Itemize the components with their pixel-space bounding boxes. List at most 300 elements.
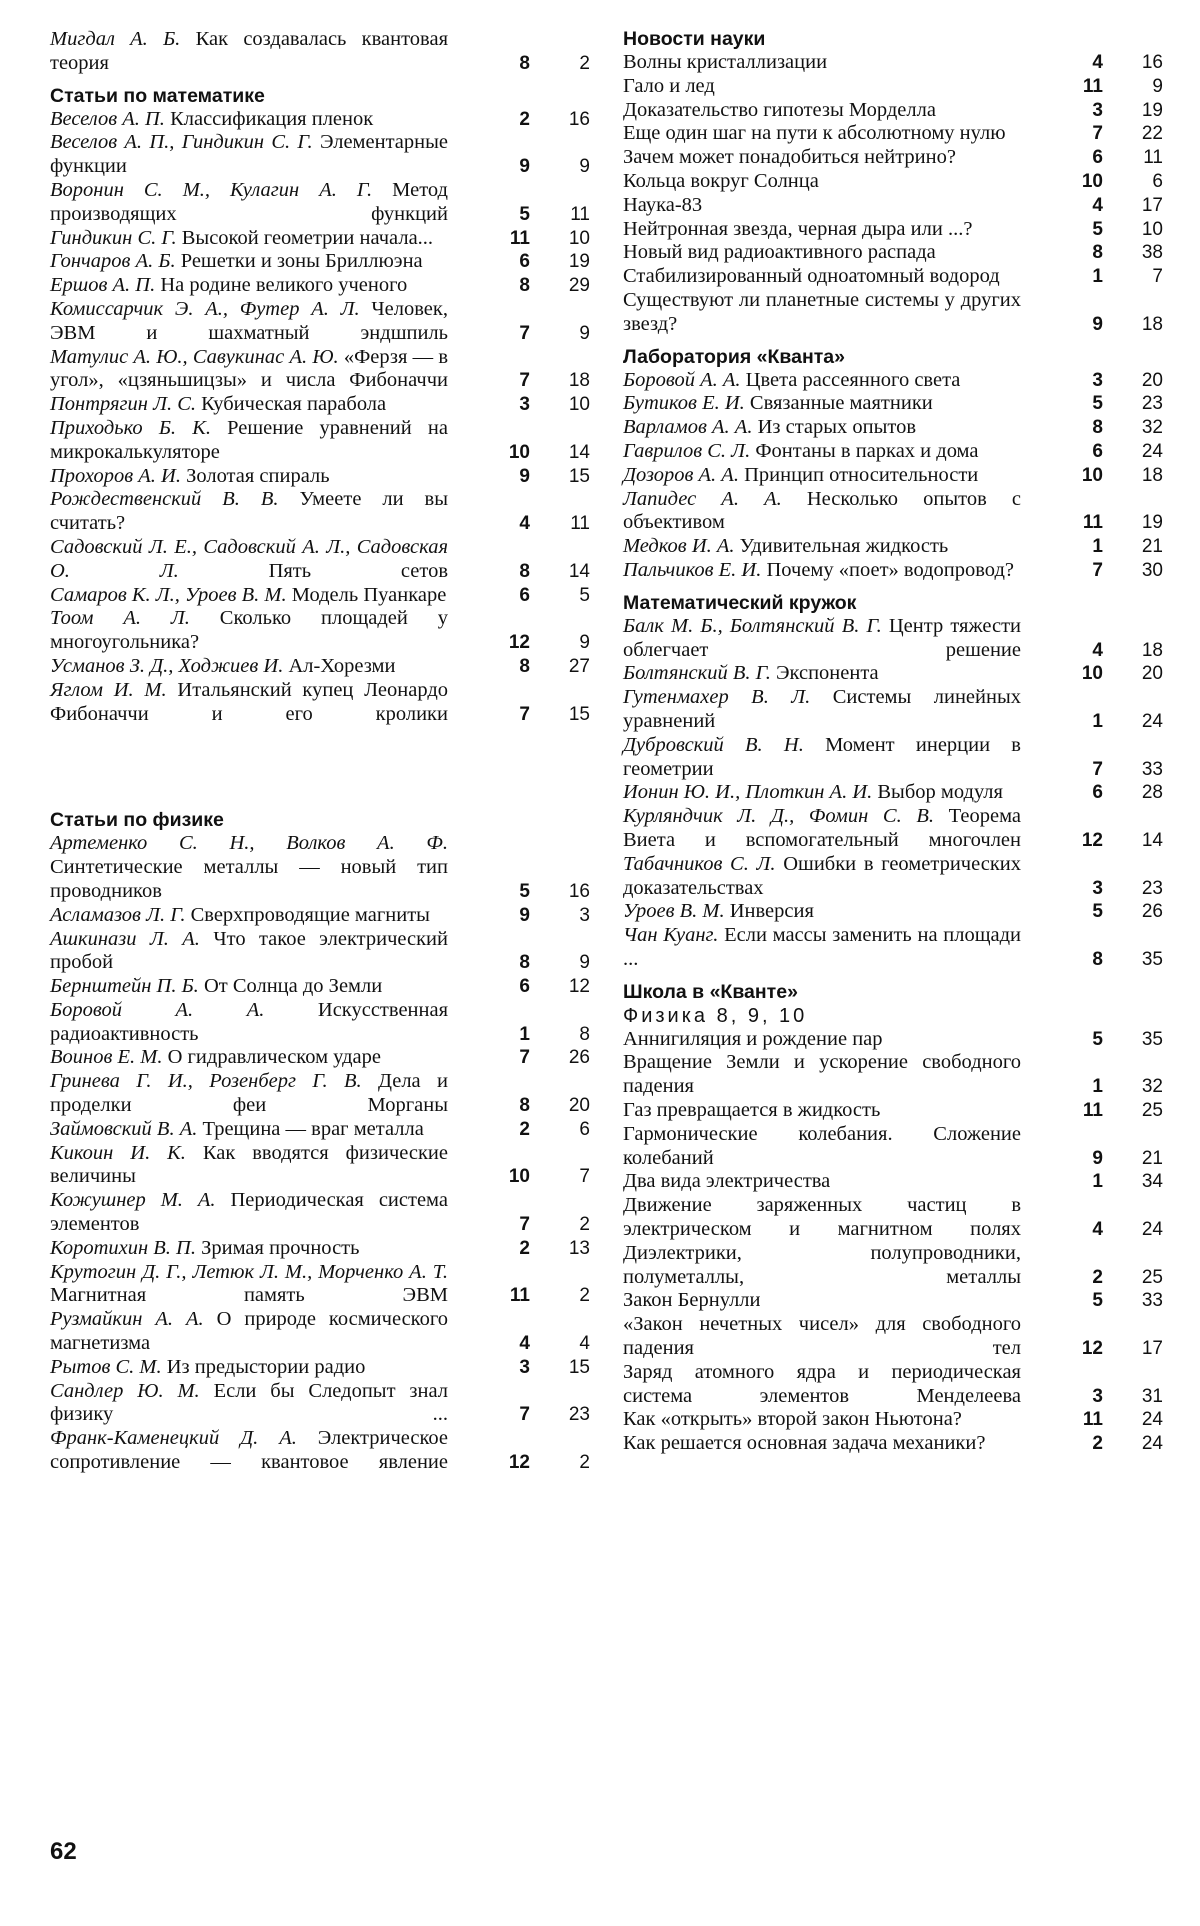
entry-authors: Комиссарчик Э. А., Футер А. Л. [50, 297, 360, 320]
index-entry [50, 904, 590, 928]
entry-authors: Уроев В. М. [623, 900, 725, 923]
entry-issue: 1 [1092, 266, 1103, 288]
spacer [623, 337, 1163, 346]
entry-title: Связанные маятники [744, 392, 933, 415]
school-section [623, 981, 1163, 1456]
index-entry [50, 274, 590, 298]
entry-page: 9 [579, 952, 590, 974]
entry-text [623, 464, 1021, 488]
index-entry [623, 1242, 1163, 1290]
entry-authors: Яглом И. М. [50, 678, 167, 701]
entry-authors: Артеменко С. Н., Волков А. Ф. [50, 832, 448, 855]
entry-page: 20 [1141, 369, 1163, 391]
entry-text [623, 146, 1021, 170]
entry-issue: 8 [519, 1095, 530, 1117]
entry-text [623, 1242, 1021, 1290]
left-column [50, 28, 590, 1475]
entry-authors: Приходько Б. К. [50, 416, 211, 439]
entry-page: 35 [1141, 1028, 1163, 1050]
entry-page: 24 [1141, 1219, 1163, 1241]
entry-page: 34 [1141, 1171, 1163, 1193]
entry-title: Магнитная память ЭВМ [50, 1284, 448, 1307]
entry-text [623, 559, 1021, 583]
entry-issue: 2 [1092, 1433, 1103, 1455]
index-entry [623, 416, 1163, 440]
entry-title: Новый вид радиоактивного распада [623, 241, 936, 264]
entry-issue: 9 [519, 904, 530, 926]
entry-text [50, 1070, 448, 1118]
entry-text [623, 218, 1021, 242]
entry-title: Теорема Виета и вспомогательный многочлен [623, 805, 1021, 851]
entry-list [623, 369, 1163, 583]
entry-page: 23 [1141, 393, 1163, 415]
entry-issue: 6 [1092, 147, 1103, 169]
entry-issue: 9 [519, 156, 530, 178]
entry-authors: Балк М. Б., Болтянский В. Г. [623, 614, 882, 637]
entry-text [50, 274, 448, 298]
entry-issue: 10 [508, 441, 530, 463]
entry-issue: 9 [519, 465, 530, 487]
index-entry [623, 853, 1163, 901]
entry-issue: 11 [509, 1285, 530, 1307]
entry-text [50, 488, 448, 536]
entry-text [623, 1194, 1021, 1242]
section-title: Лаборатория «Кванта» [623, 345, 845, 368]
entry-title: Диэлектрики, полупроводники, полуметаллы, металлы [623, 1241, 1021, 1288]
entry-page: 33 [1141, 758, 1163, 780]
entry-authors: Веселов А. П., Гиндикин С. Г. [50, 131, 313, 154]
entry-page: 18 [568, 370, 590, 392]
math-section [50, 85, 590, 727]
entry-title: Человек, ЭВМ и шахматный эндшпиль [50, 297, 448, 344]
spacer [50, 726, 590, 809]
entry-page: 18 [1141, 639, 1163, 661]
entry-title: Вращение Земли и ускорение свободного падения [623, 1051, 1021, 1098]
entry-text [50, 393, 448, 417]
entry-page: 17 [1141, 1338, 1163, 1360]
entry-page: 11 [1143, 147, 1163, 169]
index-entry [623, 1099, 1163, 1123]
entry-title: Выбор модуля [872, 781, 1003, 804]
entry-issue: 2 [519, 108, 530, 130]
index-entry [50, 488, 590, 536]
index-entry [50, 1261, 590, 1309]
entry-authors: Табачников С. Л. [623, 852, 776, 875]
entry-title: Аннигиляция и рождение пар [623, 1027, 883, 1050]
entry-page: 33 [1141, 1290, 1163, 1312]
entry-issue: 3 [1092, 877, 1103, 899]
math-circle-section [623, 592, 1163, 972]
entry-text [50, 975, 448, 999]
index-entry [50, 1046, 590, 1070]
entry-issue: 2 [519, 1118, 530, 1140]
entry-text [623, 781, 1021, 805]
entry-page: 14 [568, 560, 590, 582]
entry-authors: Воинов Е. М. [50, 1046, 163, 1069]
entry-text [50, 250, 448, 274]
entry-page: 7 [579, 1166, 590, 1188]
index-entry [623, 1408, 1163, 1432]
entry-page: 20 [1141, 663, 1163, 685]
entry-text [623, 1408, 1021, 1432]
entry-page: 10 [568, 227, 590, 249]
entry-authors: Займовский В. А. [50, 1117, 198, 1140]
entry-text [623, 369, 1021, 393]
entry-authors: Болтянский В. Г. [623, 662, 771, 685]
entry-text [50, 1380, 448, 1428]
index-entry [623, 1051, 1163, 1099]
entry-title: Как вводятся физические величины [50, 1141, 448, 1188]
entry-issue: 10 [1081, 170, 1103, 192]
entry-title: Ошибки в геометрических доказательствах [623, 852, 1021, 899]
entry-title: Инверсия [724, 900, 814, 923]
entry-text [50, 1261, 448, 1309]
entry-text [623, 1028, 1021, 1052]
entry-title: Два вида электричества [623, 1170, 831, 1193]
entry-authors: Пальчиков Е. И. [623, 558, 762, 581]
index-entry [50, 28, 590, 76]
entry-issue: 8 [519, 560, 530, 582]
index-entry [623, 1289, 1163, 1313]
index-entry [623, 289, 1163, 337]
entry-text [623, 416, 1021, 440]
entry-issue: 5 [1092, 218, 1103, 240]
entry-page: 2 [579, 1285, 590, 1307]
entry-list [50, 832, 590, 1475]
entry-issue: 4 [1092, 52, 1103, 73]
entry-text [623, 392, 1021, 416]
entry-title: Итальянский купец Леонардо Фибоначчи и его кролики [50, 678, 449, 725]
entry-page: 14 [568, 441, 590, 463]
entry-issue: 8 [519, 655, 530, 677]
entry-title: Классификация пленок [164, 107, 374, 130]
entry-issue: 8 [1092, 948, 1103, 970]
entry-authors: Садовский Л. Е., Садовский А. Л., Садовская О. Л. [50, 535, 448, 582]
entry-issue: 3 [1092, 369, 1103, 391]
entry-issue: 12 [1081, 829, 1103, 851]
entry-page: 24 [1141, 1433, 1163, 1455]
entry-text [50, 655, 448, 679]
entry-title: Цвета рассеянного света [740, 368, 961, 391]
entry-issue: 3 [519, 1356, 530, 1378]
index-entry [623, 392, 1163, 416]
entry-authors: Кожушнер М. А. [50, 1189, 216, 1212]
entry-authors: Боровой А. А. [623, 368, 741, 391]
section-title: Школа в «Кванте» [623, 980, 798, 1003]
entry-page: 9 [579, 632, 590, 654]
entry-title: Электрическое сопротивление — квантовое явление [50, 1427, 448, 1474]
index-entry [50, 1427, 590, 1475]
index-entry [623, 170, 1163, 194]
entry-issue: 4 [519, 513, 530, 535]
entry-issue: 2 [519, 1237, 530, 1259]
entry-text [623, 241, 1021, 265]
entry-page: 22 [1141, 123, 1163, 145]
entry-page: 10 [568, 394, 590, 416]
entry-title: Что такое электрический пробой [50, 927, 448, 974]
entry-page: 38 [1141, 242, 1163, 264]
entry-text [623, 1361, 1021, 1409]
entry-text [623, 662, 1021, 686]
entry-issue: 4 [1092, 1219, 1103, 1241]
entry-title: Ал-Хорезми [283, 654, 396, 677]
entry-page: 18 [1141, 313, 1163, 335]
entry-text [623, 488, 1021, 536]
entry-text [50, 131, 448, 179]
entry-issue: 4 [1092, 194, 1103, 216]
entry-issue: 1 [1092, 536, 1103, 558]
entry-text [50, 1118, 448, 1142]
entry-title: Экспонента [770, 662, 879, 685]
entry-page: 19 [1141, 99, 1163, 121]
index-entry [623, 686, 1163, 734]
entry-page: 32 [1141, 1076, 1163, 1098]
entry-authors: Гринева Г. И., Розенберг Г. В. [50, 1070, 362, 1093]
entry-page: 15 [568, 465, 590, 487]
entry-page: 8 [579, 1023, 590, 1045]
entry-text [623, 1051, 1021, 1099]
entry-page: 19 [568, 251, 590, 273]
entry-text [50, 465, 448, 489]
index-entry [50, 179, 590, 227]
index-entry [50, 1070, 590, 1118]
index-entry [623, 781, 1163, 805]
entry-issue: 4 [519, 1333, 530, 1355]
entry-text [50, 28, 448, 76]
entry-text [623, 75, 1021, 99]
entry-text [50, 1142, 448, 1190]
entry-authors: Гиндикин С. Г. [50, 226, 177, 249]
index-entry [50, 928, 590, 976]
entry-title: От Солнца до Земли [198, 975, 383, 998]
index-entry [50, 1142, 590, 1190]
entry-authors: Самаров К. Л., Уроев В. М. [50, 583, 287, 606]
index-entry [623, 662, 1163, 686]
entry-title: На родине великого ученого [155, 274, 408, 297]
entry-authors: Матулис А. Ю., Савукинас А. Ю. [50, 345, 339, 368]
entry-title: Метод производящих функций [50, 178, 448, 225]
entry-authors: Коротихин В. П. [50, 1236, 196, 1259]
entry-authors: Ионин Ю. И., Плоткин А. И. [623, 781, 873, 804]
index-entry [50, 417, 590, 465]
entry-issue: 6 [1092, 440, 1103, 462]
entry-text [50, 346, 448, 394]
index-entry [50, 536, 590, 584]
entry-title: Решетки и зоны Бриллюэна [175, 250, 423, 273]
entry-text [50, 607, 448, 655]
entry-text [623, 289, 1021, 337]
entry-title: Сверхпроводящие магниты [185, 903, 430, 926]
entry-authors: Варламов А. А. [623, 416, 753, 439]
entry-page: 15 [568, 1356, 590, 1378]
entry-title: Гало и лед [623, 74, 715, 97]
entry-issue: 10 [1081, 663, 1103, 685]
entry-title: Стабилизированный одноатомный водород [623, 265, 1000, 288]
entry-text [623, 170, 1021, 194]
entry-page: 11 [570, 203, 590, 225]
entry-authors: Кикоин И. К. [50, 1141, 186, 1164]
index-entry [50, 584, 590, 608]
entry-title: Закон Бернулли [623, 1289, 761, 1312]
entry-text [50, 298, 448, 346]
entry-text [623, 734, 1021, 782]
entry-authors: Мигдал А. Б. [50, 28, 181, 50]
entry-text [50, 227, 448, 251]
index-entry [623, 51, 1163, 75]
entry-authors: Франк-Каменецкий Д. А. [50, 1427, 297, 1450]
entry-text [50, 832, 448, 903]
page-number: 62 [50, 1838, 77, 1865]
entry-title: Удивительная жидкость [734, 535, 949, 558]
entry-issue: 5 [519, 880, 530, 902]
entry-issue: 11 [1082, 1100, 1103, 1122]
entry-issue: 11 [1082, 512, 1103, 534]
entry-issue: 7 [519, 1214, 530, 1236]
entry-page: 16 [568, 108, 590, 130]
index-entry [50, 1380, 590, 1428]
index-entry [50, 679, 590, 727]
entry-issue: 1 [1092, 710, 1103, 732]
entry-text [623, 440, 1021, 464]
index-entry [623, 1432, 1163, 1456]
entry-text [50, 1308, 448, 1356]
entry-title: Еще один шаг на пути к абсолютному нулю [623, 122, 1006, 145]
entry-issue: 11 [509, 227, 530, 249]
index-entry [50, 975, 590, 999]
index-entry [623, 559, 1163, 583]
entry-text [623, 900, 1021, 924]
index-entry [623, 218, 1163, 242]
entry-authors: Бернштейн П. Б. [50, 975, 199, 998]
entry-title: Нейтронная звезда, черная дыра или ...? [623, 217, 973, 240]
entry-issue: 5 [1092, 393, 1103, 415]
entry-authors: Воронин С. М., Кулагин А. Г. [50, 178, 373, 201]
entry-page: 11 [570, 513, 590, 535]
entry-text [623, 805, 1021, 853]
index-entry [623, 615, 1163, 663]
entry-issue: 7 [1092, 758, 1103, 780]
entry-text [623, 535, 1021, 559]
entry-title: Модель Пуанкаре [286, 583, 447, 606]
entry-issue: 7 [519, 370, 530, 392]
index-entry [623, 146, 1163, 170]
entry-authors: Гончаров А. Б. [50, 250, 176, 273]
entry-title: «Ферзя — в угол», «цзяньшицзы» и числа Фибоначчи [50, 345, 448, 392]
lab-section [623, 346, 1163, 583]
entry-page: 20 [568, 1095, 590, 1117]
entry-title: О гидравлическом ударе [162, 1046, 382, 1069]
entry-page: 14 [1141, 829, 1163, 851]
entry-authors: Гутенмахер В. Л. [623, 686, 811, 709]
entry-text [50, 904, 448, 928]
entry-issue: 3 [519, 394, 530, 416]
entry-text [50, 1237, 448, 1261]
index-entry [623, 488, 1163, 536]
entry-issue: 2 [1092, 1266, 1103, 1288]
entry-authors: Чан Куанг. [623, 924, 719, 947]
entry-issue: 6 [1092, 782, 1103, 804]
entry-title: Гармонические колебания. Сложение колебаний [623, 1122, 1021, 1169]
entry-text [623, 265, 1021, 289]
entry-page: 2 [579, 52, 590, 74]
entry-title: Трещина — враг металла [197, 1117, 424, 1140]
entry-title: «Закон нечетных чисел» для свободного падения тел [623, 1313, 1021, 1360]
index-entry [623, 440, 1163, 464]
entry-page: 9 [579, 322, 590, 344]
entry-page: 4 [579, 1333, 590, 1355]
entry-issue: 3 [1092, 99, 1103, 121]
entry-issue: 12 [508, 632, 530, 654]
entry-title: Если массы заменить на площади ... [623, 924, 1021, 970]
entry-title: Периодическая система элементов [50, 1189, 448, 1236]
entry-text [50, 1356, 448, 1380]
entry-issue: 3 [1092, 1385, 1103, 1407]
entry-title: Зримая прочность [195, 1236, 360, 1259]
entry-issue: 8 [1092, 242, 1103, 264]
entry-issue: 9 [1092, 1147, 1103, 1169]
entry-text [623, 1289, 1021, 1313]
entry-text [50, 584, 448, 608]
entry-title: Если бы Следопыт знал физику ... [50, 1379, 448, 1426]
entry-list [50, 108, 590, 727]
index-entry [50, 1308, 590, 1356]
entry-text [50, 679, 448, 727]
news-section [623, 28, 1163, 337]
entry-page: 24 [1141, 710, 1163, 732]
entry-title: Кубическая парабола [196, 393, 387, 416]
entry-issue: 6 [519, 251, 530, 273]
entry-title: Движение заряженных частиц в электрическом и магнитном полях [623, 1194, 1021, 1241]
entry-page: 16 [568, 880, 590, 902]
entry-issue: 7 [1092, 123, 1103, 145]
entry-page: 26 [568, 1047, 590, 1069]
section-title: Математический кружок [623, 591, 857, 614]
entry-title: Искусственная радиоактивность [50, 998, 449, 1045]
entry-issue: 5 [1092, 1290, 1103, 1312]
index-entry [623, 99, 1163, 123]
entry-issue: 9 [1092, 313, 1103, 335]
entry-page: 18 [1141, 464, 1163, 486]
entry-title: Из предыстории радио [161, 1355, 366, 1378]
entry-authors: Рузмайкин А. А. [50, 1308, 204, 1331]
index-entry [623, 900, 1163, 924]
index-entry [50, 108, 590, 132]
index-entry [623, 1123, 1163, 1171]
index-entry [623, 369, 1163, 393]
entry-issue: 8 [519, 952, 530, 974]
entry-text [623, 1432, 1021, 1456]
entry-text [623, 122, 1021, 146]
index-entry [623, 535, 1163, 559]
entry-list [623, 1028, 1163, 1456]
physics-section [50, 809, 590, 1475]
entry-title: Момент инерции в геометрии [623, 733, 1021, 780]
entry-text [623, 615, 1021, 663]
entry-authors: Усманов З. Д., Ходжиев И. [50, 654, 284, 677]
index-entry [623, 734, 1163, 782]
index-entry [623, 75, 1163, 99]
entry-title: Заряд атомного ядра и периодическая система элементов Менделеева [623, 1360, 1021, 1407]
entry-issue: 8 [519, 52, 530, 74]
entry-title: Существуют ли планетные системы у других звезд? [623, 288, 1021, 335]
entry-list [623, 51, 1163, 337]
entry-authors: Рождественский В. В. [50, 488, 279, 511]
index-entry [50, 1356, 590, 1380]
entry-page: 27 [568, 655, 590, 677]
entry-authors: Прохоров А. И. [50, 464, 181, 487]
entry-authors: Курляндчик Л. Д., Фомин С. В. [623, 805, 934, 828]
entry-page: 24 [1141, 1409, 1163, 1431]
